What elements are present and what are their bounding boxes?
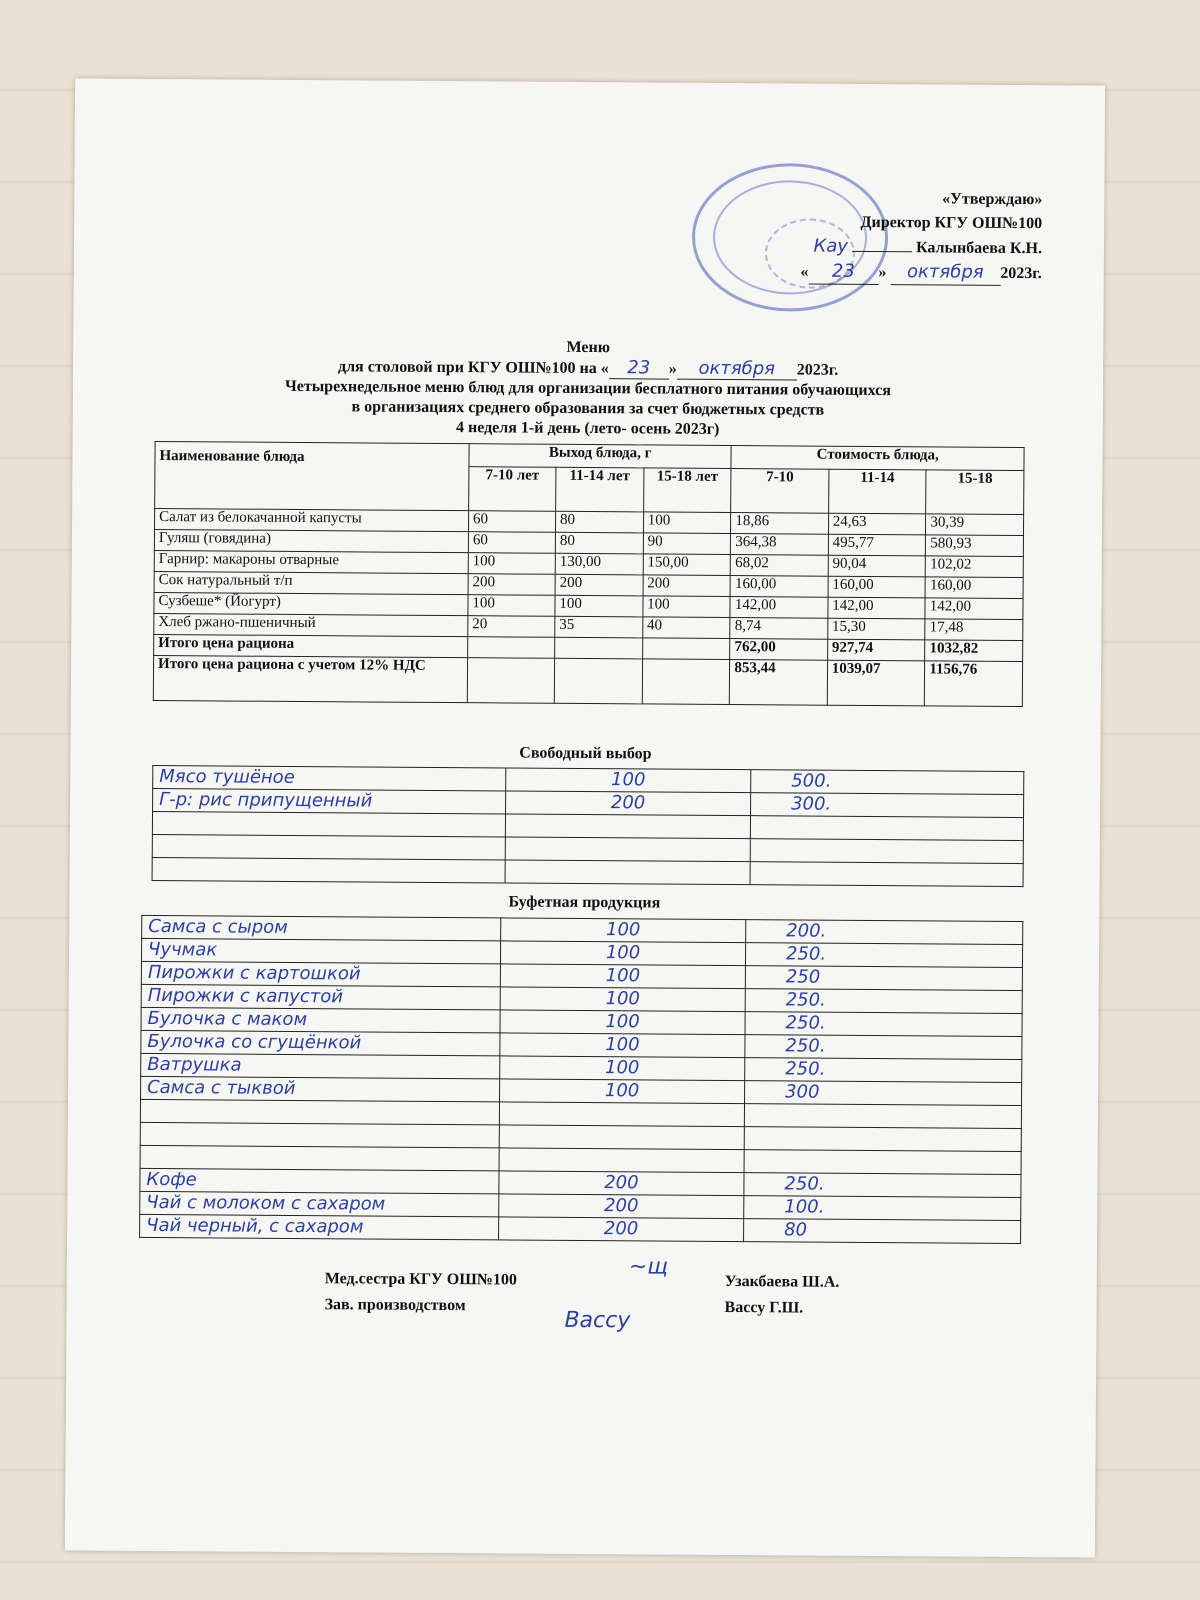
dish-cost: 142,00 xyxy=(828,597,926,619)
dish-cost: 142,00 xyxy=(925,598,1023,620)
total-vat-row xyxy=(153,655,1022,706)
item-price: 250 xyxy=(745,966,1022,991)
item-weight: 100 xyxy=(500,987,745,1012)
dish-cost: 495,77 xyxy=(828,534,926,556)
item-price: 80 xyxy=(744,1219,1021,1244)
item-weight xyxy=(505,860,750,885)
item-name: Кофе xyxy=(140,1168,499,1194)
signature-names xyxy=(724,1269,839,1322)
dish-output: 80 xyxy=(555,511,643,533)
item-weight: 100 xyxy=(500,1079,745,1104)
approval-position: Директор КГУ ОШ№100 xyxy=(860,213,1043,233)
item-name: Г-р: рис припущенный xyxy=(153,788,506,813)
dish-cost: 68,02 xyxy=(731,555,829,577)
menu-subtitle: для столовой при КГУ ОШ№100 на « 23 » октября 2023г. xyxy=(337,357,839,380)
production-label: Зав. производством xyxy=(324,1296,466,1315)
item-name xyxy=(140,1099,499,1125)
total-label: Итого цена рациона xyxy=(154,634,468,657)
menu-header xyxy=(73,334,1104,442)
item-price: 200. xyxy=(746,920,1023,945)
item-price xyxy=(750,816,1023,841)
item-weight: 100 xyxy=(501,918,746,943)
dish-cost: 30,39 xyxy=(926,514,1024,536)
dish-cost: 364,38 xyxy=(731,534,829,556)
total-vat-cost: 1039,07 xyxy=(827,660,925,706)
dish-output: 60 xyxy=(468,532,555,554)
item-weight: 200 xyxy=(506,791,751,816)
dish-cost: 17,48 xyxy=(925,619,1023,641)
dish-name: Салат из белокачанной капусты xyxy=(155,508,469,531)
dish-output: 100 xyxy=(643,512,731,534)
item-weight: 200 xyxy=(499,1194,744,1219)
dish-output: 130,00 xyxy=(555,553,643,575)
item-weight: 100 xyxy=(506,768,751,793)
age-header: 7-10 лет xyxy=(469,466,556,511)
item-weight: 100 xyxy=(500,1056,745,1081)
item-name xyxy=(140,1122,499,1148)
dish-output: 100 xyxy=(468,595,555,617)
total-vat-cost: 853,44 xyxy=(730,660,828,706)
nurse-signature: ~щ xyxy=(628,1254,669,1280)
item-name: Булочка со сгущёнкой xyxy=(141,1030,500,1056)
item-name xyxy=(152,811,505,836)
dish-output: 90 xyxy=(643,533,731,555)
age-header: 15-18 лет xyxy=(643,468,731,513)
col-header-name: Наименование блюда xyxy=(155,441,469,510)
item-price: 250. xyxy=(745,1012,1022,1037)
item-name: Ватрушка xyxy=(141,1053,500,1079)
approval-date-day: 23 xyxy=(808,260,878,285)
dish-output: 200 xyxy=(643,575,731,597)
total-cost: 762,00 xyxy=(730,639,828,661)
dish-cost: 18,86 xyxy=(731,513,829,535)
buffet-table xyxy=(139,915,1023,1244)
dish-output: 40 xyxy=(642,617,730,639)
menu-description-2: в организациях среднего образования за счет бюджетных средств xyxy=(351,398,825,419)
item-price: 250. xyxy=(745,989,1022,1014)
menu-title: Меню xyxy=(566,338,611,357)
item-name xyxy=(152,834,505,859)
dish-name: Сузбеше* (Йогурт) xyxy=(154,592,468,615)
dish-output: 35 xyxy=(555,616,643,638)
approval-director xyxy=(800,234,1042,261)
dish-output: 100 xyxy=(643,596,731,618)
menu-date-year: 2023г. xyxy=(796,361,839,379)
dish-cost: 580,93 xyxy=(926,535,1024,557)
cost-header: 7-10 xyxy=(731,468,829,513)
item-name xyxy=(152,857,505,882)
item-name: Булочка с маком xyxy=(141,1007,500,1033)
dish-output: 200 xyxy=(468,574,555,596)
nurse-name: Узакбаева Ш.А. xyxy=(724,1272,840,1291)
dish-cost: 160,00 xyxy=(828,576,926,598)
item-name: Пирожки с капустой xyxy=(141,984,500,1010)
total-cost: 1032,82 xyxy=(925,640,1023,662)
dish-output: 100 xyxy=(468,553,555,575)
item-weight xyxy=(499,1148,744,1173)
item-weight xyxy=(505,814,750,839)
cost-header: 11-14 xyxy=(828,469,926,514)
item-weight: 200 xyxy=(499,1171,744,1196)
item-name: Чай с молоком с сахаром xyxy=(140,1191,499,1217)
dish-name: Сок натуральный т/п xyxy=(154,571,468,594)
item-weight: 100 xyxy=(500,941,745,966)
item-price: 250. xyxy=(745,943,1022,968)
dish-cost: 15,30 xyxy=(827,618,925,640)
age-header: 11-14 лет xyxy=(556,467,644,512)
dish-output: 60 xyxy=(468,511,555,533)
menu-date-day: 23 xyxy=(609,358,669,379)
table-row xyxy=(140,1214,1021,1243)
item-name: Чай черный, с сахаром xyxy=(140,1214,499,1240)
menu-description-1: Четырехнедельное меню блюд для организации бесплатного питания обучающихся xyxy=(284,377,892,400)
dish-output: 80 xyxy=(555,532,643,554)
cost-header: 15-18 xyxy=(926,470,1024,515)
total-vat-cost: 1156,76 xyxy=(925,661,1023,707)
dish-name: Гарнир: макароны отварные xyxy=(154,550,468,573)
item-price xyxy=(744,1104,1021,1129)
dish-cost: 160,00 xyxy=(925,577,1023,599)
free-choice-title: Свободный выбор xyxy=(519,744,652,763)
approval-date: « 23 » октября 2023г. xyxy=(800,259,1042,286)
document-page xyxy=(65,78,1105,1557)
col-header-cost: Стоимость блюда, xyxy=(731,446,1024,471)
total-vat-label: Итого цена рациона с учетом 12% НДС xyxy=(153,655,467,702)
table-row xyxy=(152,857,1023,886)
item-price: 100. xyxy=(744,1196,1021,1221)
director-signature: Кау xyxy=(813,235,849,257)
menu-table xyxy=(153,441,1025,707)
item-weight: 100 xyxy=(500,1010,745,1035)
approval-date-year: 2023г. xyxy=(1000,264,1042,283)
menu-date-month: октября xyxy=(677,359,797,381)
total-cost: 927,74 xyxy=(827,639,925,661)
production-name: Вассу Г.Ш. xyxy=(724,1298,804,1317)
item-weight: 100 xyxy=(500,964,745,989)
item-price: 250. xyxy=(745,1058,1022,1083)
dish-output: 200 xyxy=(555,574,643,596)
col-header-output: Выход блюда, г xyxy=(469,444,732,469)
dish-cost: 8,74 xyxy=(730,618,828,640)
item-weight xyxy=(505,837,750,862)
nurse-label: Мед.сестра КГУ ОШ№100 xyxy=(324,1270,517,1289)
item-price xyxy=(750,862,1023,887)
buffet-title: Буфетная продукция xyxy=(508,893,661,912)
item-weight xyxy=(499,1102,744,1127)
dish-output: 150,00 xyxy=(643,554,731,576)
dish-cost: 90,04 xyxy=(828,555,926,577)
dish-cost: 102,02 xyxy=(926,556,1024,578)
signature-labels xyxy=(325,1266,517,1319)
item-price: 300 xyxy=(745,1081,1022,1106)
free-choice-table xyxy=(152,765,1025,887)
item-name: Чучмак xyxy=(141,938,500,964)
dish-name: Хлеб ржано-пшеничный xyxy=(154,613,468,636)
item-name: Мясо тушёное xyxy=(153,765,506,790)
item-weight: 100 xyxy=(500,1033,745,1058)
dish-output: 100 xyxy=(555,595,643,617)
approval-title: «Утверждаю» xyxy=(942,190,1043,209)
dish-cost: 142,00 xyxy=(730,597,828,619)
item-name: Пирожки с картошкой xyxy=(141,961,500,987)
item-price: 300. xyxy=(751,793,1024,818)
item-name xyxy=(140,1145,499,1171)
item-name: Самса с сыром xyxy=(142,915,501,941)
director-name: Калынбаева К.Н. xyxy=(915,239,1043,258)
item-price: 250. xyxy=(744,1173,1021,1198)
item-price xyxy=(750,839,1023,864)
item-price xyxy=(744,1150,1021,1175)
menu-week-day: 4 неделя 1-й день (лето- осень 2023г) xyxy=(455,419,720,438)
item-price: 500. xyxy=(751,770,1024,795)
production-signature: Вассу xyxy=(564,1307,631,1334)
item-price: 250. xyxy=(745,1035,1022,1060)
dish-output: 20 xyxy=(468,616,555,638)
approval-block xyxy=(800,186,1042,286)
item-weight: 200 xyxy=(499,1217,744,1242)
approval-date-month: октября xyxy=(890,260,1000,286)
item-price xyxy=(744,1127,1021,1152)
dish-cost: 160,00 xyxy=(730,576,828,598)
dish-cost: 24,63 xyxy=(828,513,926,535)
dish-name: Гуляш (говядина) xyxy=(154,529,468,552)
item-weight xyxy=(499,1125,744,1150)
item-name: Самса с тыквой xyxy=(141,1076,500,1102)
